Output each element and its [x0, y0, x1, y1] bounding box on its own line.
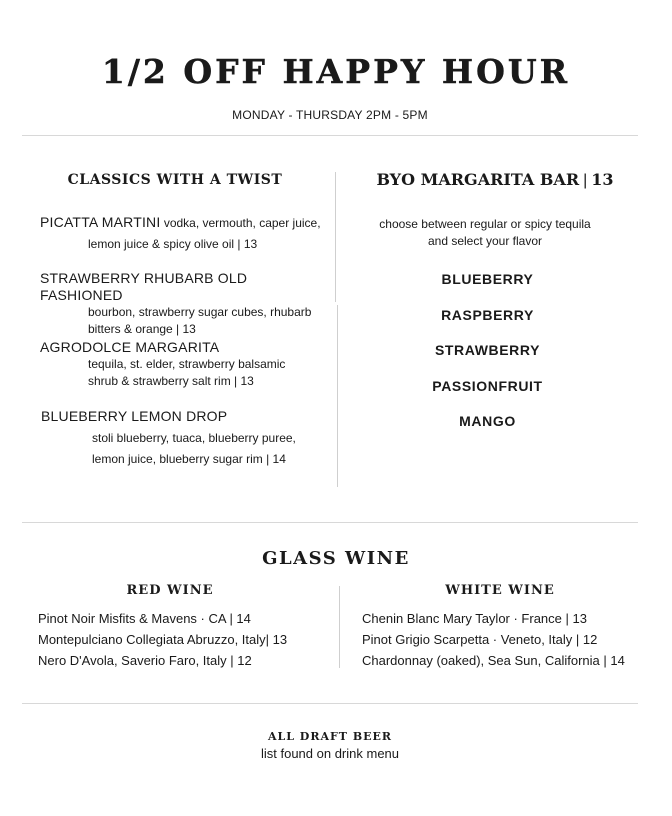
flavor-item: STRAWBERRY: [434, 342, 541, 359]
flavor-item: MANGO: [459, 413, 516, 430]
byo-heading: [345, 170, 645, 190]
byo-heading-separator: |: [583, 172, 588, 189]
byo-price: 13: [591, 170, 614, 189]
white-wine-list: [362, 608, 652, 671]
wine-item: Pinot Grigio Scarpetta · Veneto, Italy | 12: [362, 632, 598, 647]
cocktail-desc: bitters & orange | 13: [88, 322, 196, 336]
wine-column-divider: [339, 586, 340, 668]
cocktail-desc: stoli blueberry, tuaca, blueberry puree,: [92, 431, 296, 445]
flavor-item: BLUEBERRY: [441, 271, 534, 287]
cocktail-name: STRAWBERRY RHUBARB OLD FASHIONED: [40, 270, 248, 303]
cocktail-item: [41, 408, 331, 468]
flavor-list: [340, 268, 635, 446]
cocktail-desc: shrub & strawberry salt rim | 13: [88, 374, 254, 388]
divider-middle: [22, 522, 638, 523]
byo-heading-label: BYO MARGARITA BAR: [376, 170, 580, 189]
divider-bottom: [22, 703, 638, 704]
page-title: 1/2 OFF HAPPY HOUR: [101, 52, 571, 91]
cocktail-name: BLUEBERRY LEMON DROP: [41, 408, 228, 424]
divider-top: [22, 135, 638, 136]
wine-item: Chardonnay (oaked), Sea Sun, California | 14: [362, 653, 625, 668]
wine-item: Pinot Noir Misfits & Mavens · CA | 14: [38, 611, 251, 626]
column-divider-lower: [337, 305, 338, 487]
cocktail-desc: lemon juice & spicy olive oil | 13: [88, 237, 258, 251]
cocktail-name: AGRODOLCE MARGARITA: [40, 339, 220, 355]
wine-item: Nero D'Avola, Saverio Faro, Italy | 12: [38, 653, 252, 668]
red-wine-list: [38, 608, 338, 671]
cocktail-item: [40, 270, 330, 338]
cocktail-item: [40, 214, 330, 253]
byo-intro-line: choose between regular or spicy tequila: [379, 217, 591, 231]
column-divider-upper: [335, 172, 336, 302]
beer-heading: ALL DRAFT BEER: [267, 730, 393, 743]
beer-note: list found on drink menu: [260, 746, 400, 761]
red-wine-heading: RED WINE: [126, 583, 214, 598]
cocktail-desc: bourbon, strawberry sugar cubes, rhubarb: [88, 305, 312, 319]
white-wine-heading: WHITE WINE: [445, 583, 555, 598]
flavor-item: PASSIONFRUIT: [432, 377, 543, 394]
byo-intro-line: and select your flavor: [427, 234, 543, 248]
cocktail-desc: vodka, vermouth, caper juice,: [163, 216, 321, 230]
wine-item: Montepulciano Collegiata Abruzzo, Italy| 13: [38, 632, 288, 647]
cocktail-name: PICATTA MARTINI: [40, 214, 161, 230]
hours-subtitle: MONDAY - THURSDAY 2PM - 5PM: [232, 108, 428, 122]
flavor-item: RASPBERRY: [441, 306, 534, 323]
byo-intro: [340, 216, 630, 250]
classics-heading: CLASSICS WITH A TWIST: [67, 172, 283, 188]
wine-heading: GLASS WINE: [262, 548, 410, 569]
cocktail-desc: tequila, st. elder, strawberry balsamic: [88, 357, 286, 371]
cocktail-item: [40, 339, 330, 390]
cocktail-desc: lemon juice, blueberry sugar rim | 14: [92, 452, 286, 466]
wine-item: Chenin Blanc Mary Taylor · France | 13: [362, 611, 587, 626]
